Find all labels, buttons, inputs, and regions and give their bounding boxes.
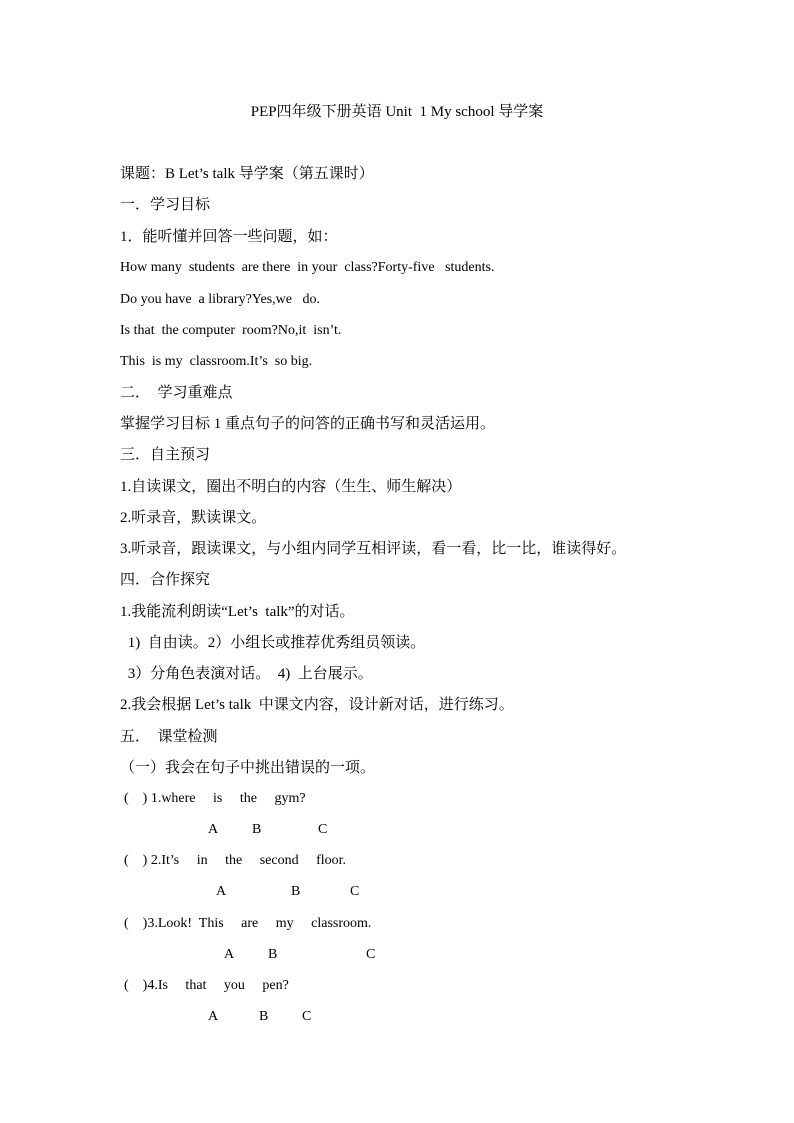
section-heading-cooperation: 四．合作探究 [120, 572, 211, 588]
check-subheading: （一）我会在句子中挑出错误的一项。 [120, 760, 376, 776]
lesson-subject: 课题：B Let’s talk 导学案（第五课时） [120, 166, 374, 182]
example-sentence: This is my classroom.It’s so big. [120, 354, 313, 369]
option-label: B [268, 947, 278, 962]
question-line: ( )3.Look! This are my classroom. [124, 916, 372, 931]
section-heading-objectives: 一．学习目标 [120, 197, 211, 213]
option-label: A [208, 822, 219, 837]
preview-item: 2.听录音，默读课文。 [120, 510, 267, 526]
example-sentence: Do you have a library?Yes,we do. [120, 292, 320, 307]
option-label: B [291, 884, 301, 899]
section-heading-preview: 三．自主预习 [120, 447, 211, 463]
question-line: ( )4.Is that you pen? [124, 978, 289, 993]
cooperation-item: 1.我能流利朗读“Let’s talk”的对话。 [120, 604, 355, 620]
document-title: PEP四年级下册英语 Unit 1 My school 导学案 [250, 104, 544, 120]
key-points-text: 掌握学习目标 1 重点句子的问答的正确书写和灵活运用。 [120, 416, 496, 432]
question-line: ( ) 1.where is the gym? [124, 791, 306, 806]
option-label: B [259, 1009, 269, 1024]
option-label: C [366, 947, 376, 962]
cooperation-item: 2.我会根据 Let’s talk 中课文内容，设计新对话，进行练习。 [120, 697, 514, 713]
section-heading-key-points: 二． 学习重难点 [120, 385, 233, 401]
option-label: A [216, 884, 227, 899]
option-label: C [302, 1009, 312, 1024]
example-sentence: Is that the computer room?No,it isn’t. [120, 323, 342, 338]
option-label: C [350, 884, 360, 899]
objective-item: 1．能听懂并回答一些问题，如： [120, 229, 338, 245]
option-label: A [224, 947, 235, 962]
option-label: B [252, 822, 262, 837]
option-label: A [208, 1009, 219, 1024]
question-line: ( ) 2.It’s in the second floor. [124, 853, 347, 868]
option-label: C [318, 822, 328, 837]
cooperation-subitem: 1) 自由读。2）小组长或推荐优秀组员领读。 [124, 635, 426, 651]
section-heading-check: 五． 课堂检测 [120, 729, 218, 745]
cooperation-subitem: 3）分角色表演对话。 4) 上台展示。 [124, 666, 373, 682]
preview-item: 1.自读课文，圈出不明白的内容（生生、师生解决） [120, 479, 462, 495]
preview-item: 3.听录音，跟读课文，与小组内同学互相评读，看一看，比一比，谁读得好。 [120, 541, 627, 557]
example-sentence: How many students are there in your class?Forty-five students. [120, 260, 495, 275]
